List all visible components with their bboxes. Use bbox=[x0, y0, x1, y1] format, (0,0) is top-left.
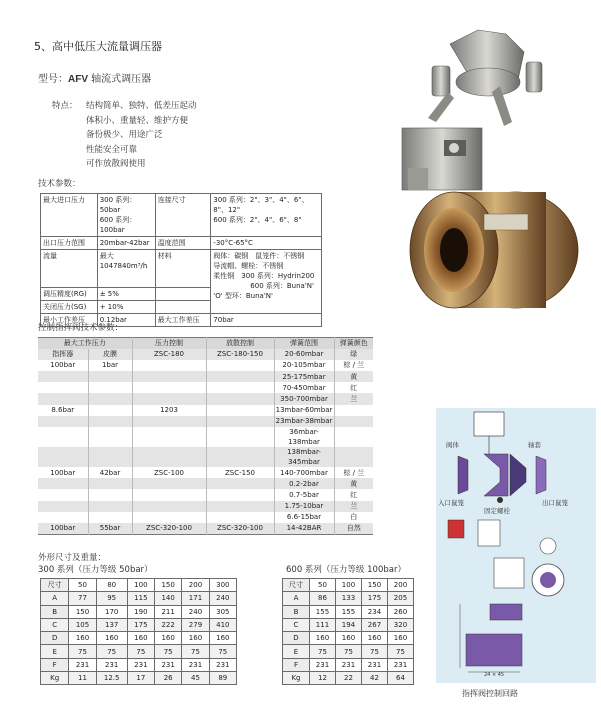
header-cell: 放散控制 bbox=[206, 338, 274, 349]
model-suffix: 轴流式调压器 bbox=[88, 74, 152, 85]
cell: 8.6bar bbox=[38, 405, 88, 416]
header-cell: 200 bbox=[182, 579, 209, 592]
cell: 205 bbox=[387, 592, 413, 605]
cell: 兰 bbox=[334, 393, 373, 404]
cell: 11 bbox=[69, 672, 96, 685]
header-cell: 压力控制 bbox=[132, 338, 206, 349]
cell bbox=[88, 371, 132, 382]
table-row bbox=[38, 489, 373, 500]
cell: 棕 / 兰 bbox=[334, 467, 373, 478]
cell: 267 bbox=[361, 618, 387, 631]
cell bbox=[38, 371, 88, 382]
cell bbox=[88, 416, 132, 427]
table-row bbox=[38, 393, 373, 404]
cell: 0.12bar bbox=[97, 314, 155, 327]
cell: 140 bbox=[155, 592, 182, 605]
cell: 231 bbox=[309, 658, 335, 671]
table-row bbox=[38, 405, 373, 416]
cell: 100bar bbox=[38, 523, 88, 534]
tech-params-heading: 技术参数： bbox=[38, 179, 81, 189]
cell: 70-450mbar bbox=[274, 382, 334, 393]
cell: 155 bbox=[335, 605, 361, 618]
cell: A bbox=[283, 592, 310, 605]
dim-table-600 bbox=[282, 578, 414, 685]
cell: 170 bbox=[96, 605, 127, 618]
cell: 115 bbox=[127, 592, 154, 605]
cell: 1bar bbox=[88, 360, 132, 371]
table-row bbox=[41, 672, 237, 685]
cell bbox=[132, 447, 206, 467]
cell bbox=[206, 512, 274, 523]
cell: 231 bbox=[387, 658, 413, 671]
cell bbox=[206, 447, 274, 467]
cell: 240 bbox=[209, 592, 236, 605]
cell bbox=[155, 301, 211, 314]
cell: 75 bbox=[182, 645, 209, 658]
cell bbox=[334, 416, 373, 427]
cell: 231 bbox=[182, 658, 209, 671]
feature-item: 结构简单、独特、低差压起动 bbox=[86, 101, 197, 111]
diagram-caption: 指挥阀控制回路 bbox=[462, 689, 518, 698]
cell: 42bar bbox=[88, 467, 132, 478]
table-row bbox=[38, 427, 373, 447]
cell-line: 300 系列：50bar bbox=[99, 196, 137, 214]
cell: + 10% bbox=[97, 301, 155, 314]
cell: 231 bbox=[361, 658, 387, 671]
cell-line: 1047840m³/h bbox=[99, 262, 148, 270]
cell bbox=[38, 489, 88, 500]
cell: 160 bbox=[335, 632, 361, 645]
cell: 14-42BAR bbox=[274, 523, 334, 534]
cell: 75 bbox=[387, 645, 413, 658]
cell: 171 bbox=[182, 592, 209, 605]
cell: 6.6-15bar bbox=[274, 512, 334, 523]
cell: 55bar bbox=[88, 523, 132, 534]
cell: 最大进口压力 bbox=[41, 194, 98, 237]
cell bbox=[88, 382, 132, 393]
cell: B bbox=[41, 605, 69, 618]
cell: 279 bbox=[182, 618, 209, 631]
cell bbox=[38, 393, 88, 404]
cell: 75 bbox=[209, 645, 236, 658]
cell bbox=[38, 427, 88, 447]
cell bbox=[334, 427, 373, 447]
cell-line: 阀体：碳钢 鼠笼件：不锈钢 bbox=[213, 252, 305, 260]
cell: ± 5% bbox=[97, 288, 155, 301]
table-row bbox=[38, 501, 373, 512]
cell: 36mbar-138mbar bbox=[274, 427, 334, 447]
cell: 75 bbox=[127, 645, 154, 658]
cell bbox=[132, 393, 206, 404]
table-row bbox=[38, 371, 373, 382]
cell: 黄 bbox=[334, 371, 373, 382]
cell: 皮膜 bbox=[88, 349, 132, 360]
cell: 222 bbox=[155, 618, 182, 631]
cell: 194 bbox=[335, 618, 361, 631]
cell: -30°C-65°C bbox=[211, 237, 322, 250]
cell bbox=[132, 489, 206, 500]
table-row bbox=[41, 658, 237, 671]
cell: 最大工作差压 bbox=[155, 314, 211, 327]
feature-item: 体积小、重量轻、维护方便 bbox=[86, 115, 189, 126]
cell: 13mbar-60mbar bbox=[275, 406, 333, 415]
table-row bbox=[38, 416, 373, 427]
cell: 70bar bbox=[211, 314, 322, 327]
cell: 黄 bbox=[334, 478, 373, 489]
cell: 175 bbox=[127, 618, 154, 631]
cell: F bbox=[41, 658, 69, 671]
cell: 材料 bbox=[155, 250, 211, 288]
table-header-row bbox=[41, 579, 237, 592]
cell: D bbox=[41, 632, 69, 645]
feature-item: 备份极少、用途广泛 bbox=[86, 130, 163, 140]
cell: 100bar bbox=[38, 360, 88, 371]
header-cell: 150 bbox=[361, 579, 387, 592]
control-heading: 控制指挥阀技术参数： bbox=[38, 323, 124, 333]
table-row bbox=[283, 618, 414, 631]
header-cell: 50 bbox=[309, 579, 335, 592]
cell: 190 bbox=[127, 605, 154, 618]
table-row bbox=[41, 237, 322, 250]
cell: 160 bbox=[209, 632, 236, 645]
cell: 1.75-10bar bbox=[274, 501, 334, 512]
cell: 20mbar-42bar bbox=[97, 237, 155, 250]
cell: 连接尺寸 bbox=[155, 194, 211, 237]
cell: 231 bbox=[69, 658, 96, 671]
table-row bbox=[283, 632, 414, 645]
cell: 320 bbox=[387, 618, 413, 631]
table-row bbox=[38, 512, 373, 523]
cell: 棕 / 兰 bbox=[334, 360, 373, 371]
cell: 最小工作差压 bbox=[41, 314, 98, 327]
cell: A bbox=[41, 592, 69, 605]
features-list bbox=[86, 99, 197, 172]
cell: 160 bbox=[361, 632, 387, 645]
cell: 260 bbox=[387, 605, 413, 618]
cell: 240 bbox=[182, 605, 209, 618]
cell: 160 bbox=[309, 632, 335, 645]
cell: 231 bbox=[155, 658, 182, 671]
cell: Kg bbox=[283, 672, 310, 685]
cell-line: 600 系列：2"、4"、6"、8" bbox=[213, 216, 302, 224]
cell bbox=[88, 478, 132, 489]
cell-line: 300 系列：2"、3"、4"、6"、8"、12" bbox=[213, 196, 309, 214]
cell: 22 bbox=[335, 672, 361, 685]
label-fixing-bolt: 固定螺栓 bbox=[484, 507, 510, 515]
cell: 45 bbox=[182, 672, 209, 685]
table-row bbox=[41, 645, 237, 658]
table-row bbox=[38, 478, 373, 489]
cell bbox=[206, 393, 274, 404]
cell bbox=[132, 371, 206, 382]
cell: ZSC-320-100 bbox=[206, 523, 274, 534]
cell bbox=[132, 478, 206, 489]
cell-line: 最大 bbox=[99, 252, 114, 260]
cell bbox=[38, 382, 88, 393]
cell: 231 bbox=[127, 658, 154, 671]
header-cell: 100 bbox=[127, 579, 154, 592]
cell: ZSC-320-100 bbox=[132, 523, 206, 534]
table-row bbox=[283, 592, 414, 605]
cell bbox=[88, 447, 132, 467]
cell bbox=[88, 489, 132, 500]
cell: 红 bbox=[334, 382, 373, 393]
label-inlet-cage: 入口鼠笼 bbox=[438, 499, 464, 507]
cell: E bbox=[283, 645, 310, 658]
table-row bbox=[38, 523, 373, 534]
cell: 155 bbox=[309, 605, 335, 618]
control-table bbox=[38, 337, 373, 535]
cell: F bbox=[283, 658, 310, 671]
cell: Kg bbox=[41, 672, 69, 685]
cell: 89 bbox=[209, 672, 236, 685]
header-cell: 300 bbox=[209, 579, 236, 592]
cell bbox=[206, 489, 274, 500]
cell: 305 bbox=[209, 605, 236, 618]
cell: 自然 bbox=[334, 523, 373, 534]
feature-item: 性能安全可靠 bbox=[86, 144, 138, 155]
cell bbox=[88, 512, 132, 523]
model-line bbox=[38, 70, 151, 85]
cell: 175 bbox=[361, 592, 387, 605]
cell: 75 bbox=[309, 645, 335, 658]
header-cell: 100 bbox=[335, 579, 361, 592]
cell: 140-700mbar bbox=[274, 467, 334, 478]
table-row bbox=[41, 250, 322, 288]
table-row bbox=[38, 447, 373, 467]
cell: 12.5 bbox=[96, 672, 127, 685]
cell: 1203 bbox=[132, 405, 206, 416]
table-row bbox=[283, 672, 414, 685]
cell: 12 bbox=[309, 672, 335, 685]
cell-line: 600 系列：Buna'N' bbox=[250, 282, 314, 290]
features-label: 特点： bbox=[52, 101, 78, 111]
cell: 86 bbox=[309, 592, 335, 605]
cell bbox=[206, 360, 274, 371]
cell bbox=[88, 393, 132, 404]
regulator-photo bbox=[388, 22, 593, 327]
cell: 133 bbox=[335, 592, 361, 605]
cell: 410 bbox=[209, 618, 236, 631]
header-cell: 200 bbox=[387, 579, 413, 592]
page-title: 5、高中低压大流量调压器 bbox=[34, 40, 162, 53]
table-row bbox=[38, 467, 373, 478]
cell: 温度范围 bbox=[155, 237, 211, 250]
dim-table-300 bbox=[40, 578, 237, 685]
model-prefix: 型号： bbox=[38, 74, 68, 85]
cell bbox=[97, 194, 155, 237]
model-code: AFV bbox=[68, 74, 88, 85]
cell-line: 柔性钢 300 系列：Hydrin200 bbox=[213, 272, 315, 280]
cell: 137 bbox=[96, 618, 127, 631]
diagram-drawing bbox=[436, 408, 596, 683]
cell bbox=[206, 478, 274, 489]
cell: 160 bbox=[127, 632, 154, 645]
cell: 234 bbox=[361, 605, 387, 618]
cell bbox=[88, 501, 132, 512]
table-row bbox=[283, 645, 414, 658]
table-row bbox=[38, 360, 373, 371]
cell bbox=[334, 447, 373, 467]
cell: 0.2-2bar bbox=[274, 478, 334, 489]
table-row bbox=[41, 618, 237, 631]
cell: 64 bbox=[387, 672, 413, 685]
cell bbox=[88, 427, 132, 447]
cell-line: 600 系列：100bar bbox=[99, 216, 137, 234]
cell bbox=[211, 194, 322, 237]
table-row bbox=[41, 194, 322, 237]
cell: 160 bbox=[69, 632, 96, 645]
header-cell: 最大工作压力 bbox=[38, 338, 132, 349]
cell bbox=[206, 405, 274, 416]
cell: ZSC-150 bbox=[206, 467, 274, 478]
table-row bbox=[41, 592, 237, 605]
cell: 红 bbox=[334, 489, 373, 500]
pilot-circuit-diagram bbox=[436, 408, 596, 683]
cell: 流量 bbox=[41, 250, 98, 288]
cell: 20-105mbar bbox=[274, 360, 334, 371]
cell bbox=[334, 405, 373, 416]
table-row bbox=[41, 632, 237, 645]
cell: 77 bbox=[69, 592, 96, 605]
cell: E bbox=[41, 645, 69, 658]
cell bbox=[38, 416, 88, 427]
cell bbox=[88, 405, 132, 416]
table-header-row bbox=[38, 338, 373, 349]
table-row bbox=[41, 605, 237, 618]
cell bbox=[206, 371, 274, 382]
cell: 160 bbox=[182, 632, 209, 645]
cell: C bbox=[41, 618, 69, 631]
cell: 231 bbox=[209, 658, 236, 671]
cell: 105 bbox=[69, 618, 96, 631]
cell: 75 bbox=[155, 645, 182, 658]
header-cell: 80 bbox=[96, 579, 127, 592]
cell: 95 bbox=[96, 592, 127, 605]
cell bbox=[211, 250, 322, 314]
cell bbox=[97, 250, 155, 288]
cell: D bbox=[283, 632, 310, 645]
cell: 100bar bbox=[38, 467, 88, 478]
cell: 111 bbox=[309, 618, 335, 631]
cell: 75 bbox=[335, 645, 361, 658]
cell: 231 bbox=[96, 658, 127, 671]
cell: 211 bbox=[155, 605, 182, 618]
cell-line: 导流帽、螺栓：不锈钢 bbox=[213, 262, 284, 270]
cell bbox=[132, 416, 206, 427]
cell: 绿 bbox=[334, 349, 373, 360]
header-cell: 尺寸 bbox=[41, 579, 69, 592]
feature-item: 可作放散阀使用 bbox=[86, 159, 146, 169]
cell bbox=[132, 360, 206, 371]
cell: 指挥器 bbox=[38, 349, 88, 360]
header-cell: 150 bbox=[155, 579, 182, 592]
table-row bbox=[283, 605, 414, 618]
label-valve-body: 阀体 bbox=[446, 441, 459, 449]
label-sleeve: 轴套 bbox=[528, 441, 541, 449]
cell-line: 'O' 型环：Buna'N' bbox=[213, 292, 273, 300]
cell bbox=[132, 512, 206, 523]
cell: 26 bbox=[155, 672, 182, 685]
tech-params-table bbox=[40, 193, 322, 327]
table-row bbox=[38, 382, 373, 393]
cell bbox=[38, 501, 88, 512]
cell: 兰 bbox=[334, 501, 373, 512]
cell bbox=[132, 382, 206, 393]
cell bbox=[206, 416, 274, 427]
cell bbox=[38, 447, 88, 467]
cell: 231 bbox=[335, 658, 361, 671]
label-dimension: 24 × 45 bbox=[484, 672, 505, 678]
cell: 42 bbox=[361, 672, 387, 685]
cell: 150 bbox=[69, 605, 96, 618]
series-600-caption: 600 系列（压力等级 100bar） bbox=[286, 565, 406, 575]
cell bbox=[206, 427, 274, 447]
cell bbox=[206, 501, 274, 512]
cell: 白 bbox=[334, 512, 373, 523]
cell: 关闭压力(SG) bbox=[41, 301, 98, 314]
table-row bbox=[283, 658, 414, 671]
header-cell: 尺寸 bbox=[283, 579, 310, 592]
cell bbox=[132, 427, 206, 447]
header-cell: 50 bbox=[69, 579, 96, 592]
table-header-row bbox=[283, 579, 414, 592]
cell: 17 bbox=[127, 672, 154, 685]
cell: 出口压力范围 bbox=[41, 237, 98, 250]
cell: 160 bbox=[387, 632, 413, 645]
header-cell: 弹簧范围 bbox=[274, 338, 334, 349]
cell bbox=[132, 501, 206, 512]
dimensions-heading: 外形尺寸及重量： bbox=[38, 553, 107, 563]
cell: C bbox=[283, 618, 310, 631]
cell bbox=[38, 478, 88, 489]
cell: 调压精度(RG) bbox=[41, 288, 98, 301]
cell bbox=[155, 288, 211, 301]
cell bbox=[206, 382, 274, 393]
cell: 0.7-5bar bbox=[274, 489, 334, 500]
cell: 350-700mbar bbox=[274, 393, 334, 404]
header-cell: 弹簧颜色 bbox=[334, 338, 373, 349]
cell: ZSC-180 bbox=[132, 349, 206, 360]
cell: B bbox=[283, 605, 310, 618]
cell: 160 bbox=[96, 632, 127, 645]
cell: 75 bbox=[96, 645, 127, 658]
cell: 75 bbox=[361, 645, 387, 658]
cell: 75 bbox=[69, 645, 96, 658]
cell: 160 bbox=[155, 632, 182, 645]
label-outlet-cage: 出口鼠笼 bbox=[542, 499, 568, 507]
cell: 20-60mbar bbox=[274, 349, 334, 360]
cell bbox=[38, 512, 88, 523]
cell: 23mbar-38mbar bbox=[275, 417, 333, 426]
cell: ZSC-100 bbox=[132, 467, 206, 478]
cell: 138mbar-345mbar bbox=[274, 447, 334, 467]
series-300-caption: 300 系列（压力等级 50bar） bbox=[38, 565, 153, 575]
cell: 25-175mbar bbox=[274, 371, 334, 382]
cell: ZSC-180-150 bbox=[206, 349, 274, 360]
table-row bbox=[38, 349, 373, 360]
